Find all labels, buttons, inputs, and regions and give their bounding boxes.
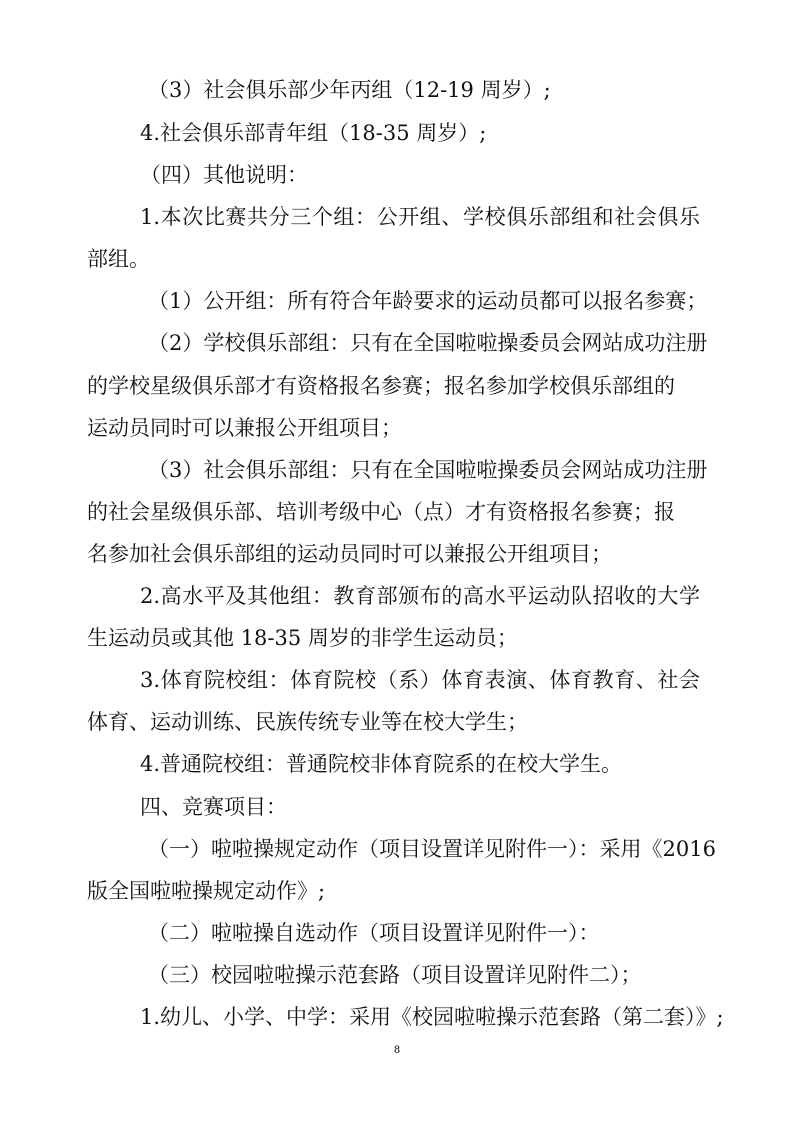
text-line-17: 4.普通院校组：普通院校非体育院系的在校大学生。 xyxy=(140,752,623,776)
text-line-23: 1.幼儿、小学、中学：采用《校园啦啦操示范套路（第二套）》; xyxy=(140,1005,724,1029)
text-line-22: （三）校园啦啦操示范套路（项目设置详见附件二）； xyxy=(148,963,642,987)
text-line-9: 运动员同时可以兼报公开组项目； xyxy=(87,416,402,440)
text-line-19: （一）啦啦操规定动作（项目设置详见附件一）：采用《2016 xyxy=(148,837,716,861)
text-line-12: 名参加社会俱乐部组的运动员同时可以兼报公开组项目； xyxy=(87,542,612,566)
text-line-18: 四、竞赛项目： xyxy=(140,795,287,819)
text-line-3: （四）其他说明： xyxy=(140,163,308,187)
text-line-16: 体育、运动训练、民族传统专业等在校大学生； xyxy=(87,710,528,734)
text-line-13: 2.高水平及其他组：教育部颁布的高水平运动队招收的大学 xyxy=(140,584,700,608)
text-line-5: 部组。 xyxy=(87,247,150,271)
text-line-6: （1）公开组：所有符合年龄要求的运动员都可以报名参赛； xyxy=(148,289,708,313)
text-line-1: （3）社会俱乐部少年丙组（12-19 周岁）; xyxy=(148,78,551,102)
text-line-21: （二）啦啦操自选动作（项目设置详见附件一）： xyxy=(148,921,600,945)
page-number: 8 xyxy=(393,1045,401,1056)
text-line-15: 3.体育院校组：体育院校（系）体育表演、体育教育、社会 xyxy=(140,668,700,692)
text-line-20: 版全国啦啦操规定动作》; xyxy=(87,879,326,903)
text-line-2: 4.社会俱乐部青年组（18-35 周岁）; xyxy=(140,121,487,145)
text-line-14: 生运动员或其他 18-35 周岁的非学生运动员； xyxy=(87,626,518,650)
text-line-8: 的学校星级俱乐部才有资格报名参赛；报名参加学校俱乐部组的 xyxy=(87,374,675,398)
text-line-11: 的社会星级俱乐部、培训考级中心（点）才有资格报名参赛；报 xyxy=(87,500,675,524)
text-line-7: （2）学校俱乐部组：只有在全国啦啦操委员会网站成功注册 xyxy=(148,331,708,355)
text-line-10: （3）社会俱乐部组：只有在全国啦啦操委员会网站成功注册 xyxy=(148,458,708,482)
text-line-4: 1.本次比赛共分三个组：公开组、学校俱乐部组和社会俱乐 xyxy=(140,205,700,229)
